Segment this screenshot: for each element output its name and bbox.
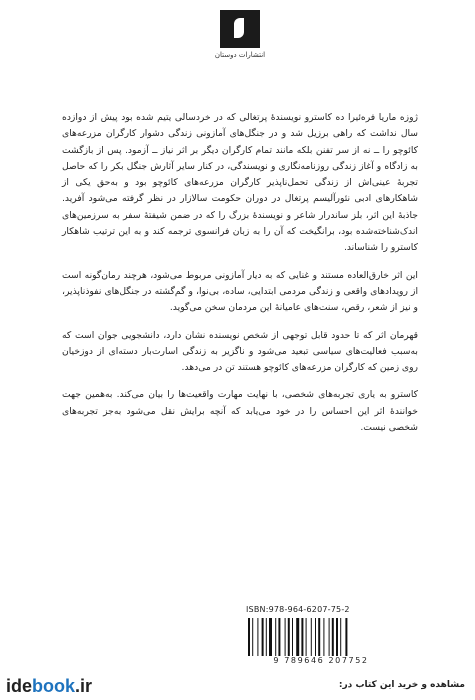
- brand-book: book: [32, 676, 76, 696]
- barcode-bar: [252, 618, 253, 656]
- barcode-digits: 9 789646 207752: [273, 656, 369, 665]
- barcode-bar: [269, 618, 272, 656]
- paragraph: ژوزه ماریا فره‌ئیرا ده کاسترو نویسندهٔ پرتغالی که در خردسالی یتیم شده بود پیش از دوازده سال نداشت که راهی برزیل شد و در جنگل‌های آمازونی زندگی دشوار کارگران مزرعه‌های کائوچو را ــ نه از سر تفنن بلکه مانند تمام کارگران دیگر بر اثر نیاز ــ آزمود. پس از بازگشت به زادگاه و آغاز زندگی روزنامه‌نگاری و نویسندگی، در کنار سایر آثارش جنگل بکر را که حاصل تجربهٔ عینی‌اش از زندگی تحمل‌ناپذیر کارگران مزرعه‌های کائوچو بود و به‌حق یکی از شاهکارهای ادبی نئورآلیسم پرتغال در دوران حکومت سالازار در نظر گرفته می‌شود آفرید. جاذبهٔ این اثر، بلز ساندرار شاعر و نویسندهٔ بزرگ را که در ضمن شیفتهٔ سفر به سرزمین‌های اندک‌شناخته‌شده بود، برانگیخت که آن را به زبان فرانسوی ترجمه کند و به این ترتیب شاهکار کاسترو را شناساند.: [62, 112, 418, 254]
- footer-banner: [0, 674, 475, 700]
- barcode-bar: [315, 618, 316, 656]
- barcode-bar: [332, 618, 334, 656]
- barcode: [246, 618, 396, 656]
- barcode-bar: [275, 618, 276, 656]
- barcode-bar: [329, 618, 330, 656]
- isbn-label: ISBN:978-964-6207-75-2: [246, 605, 350, 614]
- barcode-bar: [292, 618, 293, 656]
- publisher-logo-icon: [220, 10, 260, 48]
- brand-prefix: ide: [6, 676, 33, 696]
- barcode-bar: [306, 618, 307, 656]
- paragraph: قهرمان اثر که تا حدود قابل توجهی از شخص نویسنده نشان دارد، دانشجویی جوان است که به‌سبب فعالیت‌های سیاسی تبعید می‌شود و ناگزیر به زندگی اسارت‌بار دسته‌ای از دوزخیان روی زمین که کارگران مزرعه‌های کائوچو هستند تن در می‌دهد.: [62, 329, 418, 374]
- idebook-brand[interactable]: [6, 676, 92, 697]
- brand-suffix: .ir: [75, 676, 93, 696]
- barcode-bar: [278, 618, 280, 656]
- barcode-bar: [340, 618, 341, 656]
- barcode-bar: [266, 618, 267, 656]
- barcode-bar: [323, 618, 324, 656]
- back-cover-text: [62, 110, 418, 447]
- barcode-bar: [318, 618, 320, 656]
- footer-cta: مشاهده و خرید این کتاب در:: [338, 680, 465, 690]
- publisher-name: انتشارات دوستان: [214, 51, 266, 59]
- barcode-bar: [336, 618, 338, 656]
- publisher-logo: [210, 10, 270, 59]
- barcode-bar: [288, 618, 290, 656]
- paragraph: کاسترو به یاری تجربه‌های شخصی، با نهایت مهارت واقعیت‌ها را بیان می‌کند. به‌همین جهت خوانندهٔ اثر این احساس را در خود می‌یابد که آنچه برایش نقل می‌شود به‌جز تجربه‌های شخصی نیست.: [62, 389, 418, 434]
- barcode-bar: [301, 618, 303, 656]
- barcode-bar: [248, 618, 250, 656]
- barcode-bar: [285, 618, 286, 656]
- barcode-bar: [262, 618, 264, 656]
- paragraph: این اثر خارق‌العاده مستند و غنایی که به دیار آمازونی مربوط می‌شود، هرچند رمان‌گونه است از رویدادهای واقعی و زندگی مردمی ابتدایی، ساده، بی‌نوا، و گم‌گشته در جنگل‌های نفوذناپذیر، و نیز از شعر، رقص، سنت‌های عامیانهٔ این مردمان سخن می‌گوید.: [62, 269, 418, 314]
- barcode-bar: [257, 618, 258, 656]
- barcode-bar: [345, 618, 347, 656]
- barcode-bar: [296, 618, 299, 656]
- barcode-bar: [311, 618, 312, 656]
